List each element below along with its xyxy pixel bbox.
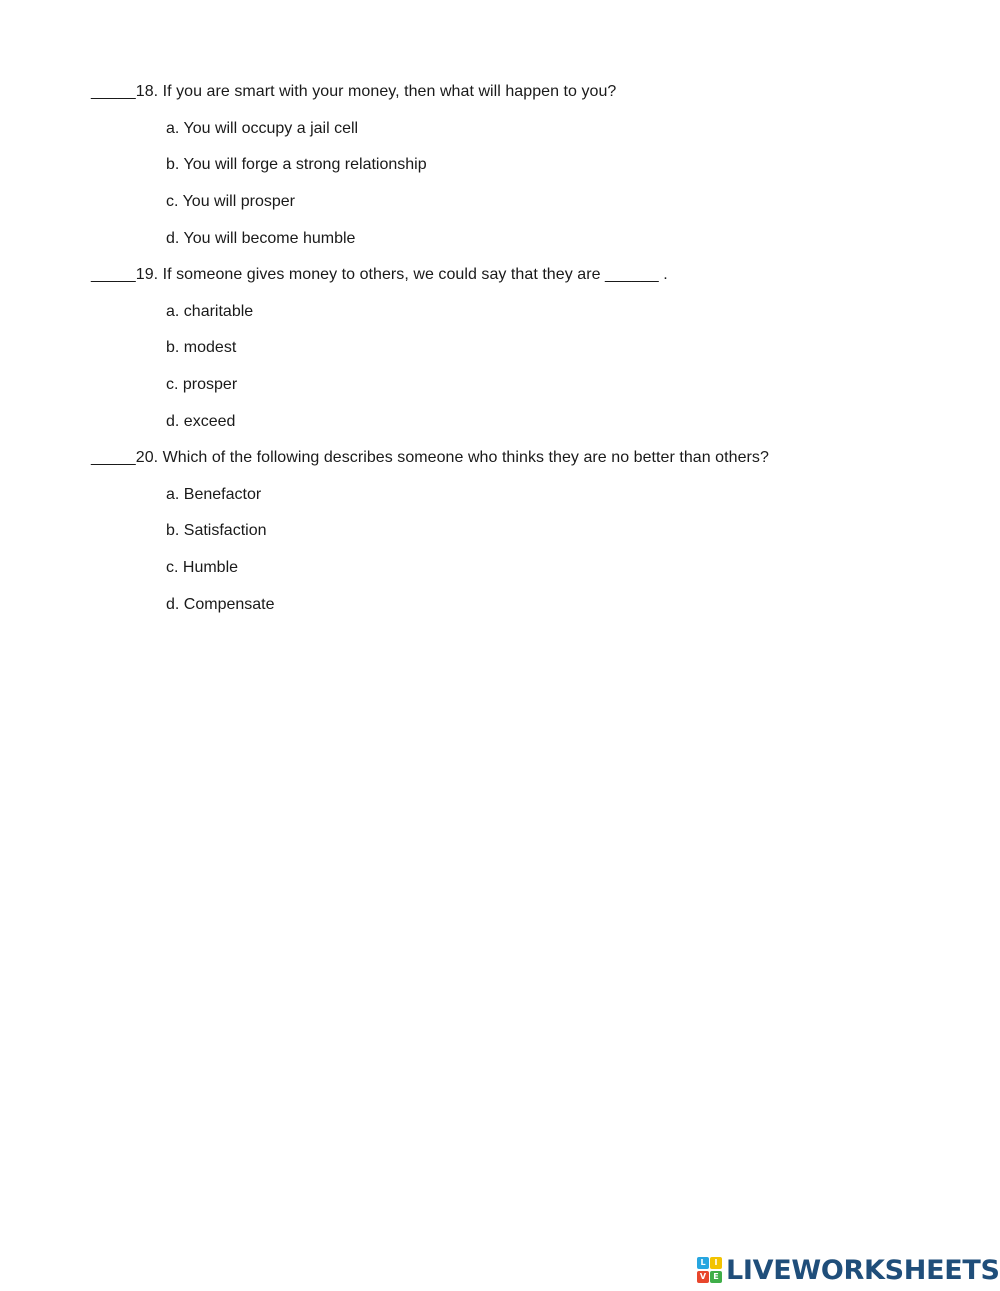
option-c: c. You will prosper xyxy=(166,193,295,211)
logo-text: LIVEWORKSHEETS xyxy=(726,1255,1000,1286)
option-d: d. You will become humble xyxy=(166,229,356,247)
question-18 xyxy=(91,80,951,251)
option-a: a. You will occupy a jail cell xyxy=(166,119,359,137)
option-a: a. charitable xyxy=(166,302,254,320)
logo-square-i: I xyxy=(710,1257,722,1269)
question-prompt: _____19. If someone gives money to others, we could say that they are ______ . xyxy=(91,266,668,283)
question-prompt: _____18. If you are smart with your money, then what will happen to you? xyxy=(91,83,617,100)
option-b: b. Satisfaction xyxy=(166,522,267,540)
option-b: b. You will forge a strong relationship xyxy=(166,156,427,174)
logo-square-l: L xyxy=(697,1257,709,1269)
question-19 xyxy=(91,263,951,434)
question-prompt: _____20. Which of the following describes someone who thinks they are no better than others? xyxy=(91,449,769,466)
option-c: c. prosper xyxy=(166,376,238,394)
option-a: a. Benefactor xyxy=(166,485,262,503)
option-b: b. modest xyxy=(166,339,237,357)
liveworksheets-logo xyxy=(697,1256,1000,1286)
option-d: d. exceed xyxy=(166,412,236,430)
logo-square-e: E xyxy=(710,1271,722,1283)
logo-squares-icon xyxy=(697,1257,723,1285)
option-c: c. Humble xyxy=(166,559,239,577)
question-20 xyxy=(91,446,951,617)
logo-square-v: V xyxy=(697,1271,709,1283)
option-d: d. Compensate xyxy=(166,595,275,613)
